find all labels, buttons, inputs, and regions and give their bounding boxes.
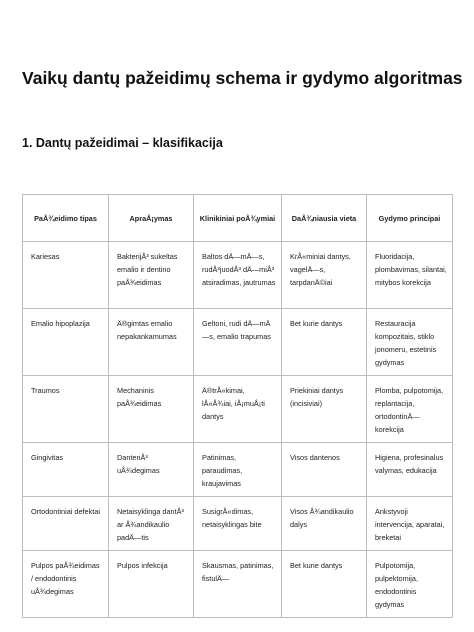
cell-damage-type: Pulpos paÅ¾eidimas / endodontinis uÅ¾degimas <box>23 551 109 618</box>
cell-treatment-principles: Ankstyvoji intervencija, aparatai, breketai <box>367 497 453 551</box>
cell-clinical-signs: Ä®trÅ«kimai, lÅ«Å¾iai, iÅ¡muÅ¡ti dantys <box>194 376 282 443</box>
cell-damage-type: Traumos <box>23 376 109 443</box>
cell-common-location: Visos dantenos <box>282 443 367 497</box>
classification-table <box>22 194 453 618</box>
cell-description: DantenÅ³ uÅ¾degimas <box>109 443 194 497</box>
cell-clinical-signs: SusigrÅ«dimas, netaisyklingas bite <box>194 497 282 551</box>
cell-description: Pulpos infekcija <box>109 551 194 618</box>
cell-common-location: KrÅ«miniai dantys, vagelÄ—s, tarpdanÄ©iai <box>282 242 367 309</box>
cell-damage-type: Kariesas <box>23 242 109 309</box>
cell-description: Ä®gimtas emalio nepakankamumas <box>109 309 194 376</box>
cell-damage-type: Ortodontiniai defektai <box>23 497 109 551</box>
cell-common-location: Bet kurie dantys <box>282 551 367 618</box>
cell-description: Netaisyklinga dantÅ³ ar Å¾andikaulio padÄ—tis <box>109 497 194 551</box>
cell-clinical-signs: Geltoni, rudi dÄ—mÄ—s, emalio trapumas <box>194 309 282 376</box>
cell-common-location: Bet kurie dantys <box>282 309 367 376</box>
table-row <box>23 443 453 497</box>
cell-treatment-principles: Higiena, profesinalus valymas, edukacija <box>367 443 453 497</box>
cell-treatment-principles: Plomba, pulpotomija, replantacija, ortodontinÄ— korekcija <box>367 376 453 443</box>
cell-clinical-signs: Baltos dÄ—mÄ—s, rudÅ³juodÅ³ dÄ—miÅ³ atsiradimas, jautrumas <box>194 242 282 309</box>
table-row <box>23 309 453 376</box>
cell-common-location: Priekiniai dantys (incisiviai) <box>282 376 367 443</box>
column-header-damage-type: PaÅ¾eidimo tipas <box>23 195 109 242</box>
table-row <box>23 497 453 551</box>
page-title: Vaikų dantų pažeidimų schema ir gydymo algoritmas <box>22 68 463 88</box>
table-row <box>23 242 453 309</box>
cell-description: Mechaninis paÅ¾eidimas <box>109 376 194 443</box>
cell-treatment-principles: Restauracija kompozitais, stiklo jonomeru, estetinis gydymas <box>367 309 453 376</box>
column-header-description: ApraÅ¡ymas <box>109 195 194 242</box>
table-row <box>23 551 453 618</box>
cell-clinical-signs: Patinimas, paraudimas, kraujavimas <box>194 443 282 497</box>
cell-damage-type: Emalio hipoplazija <box>23 309 109 376</box>
column-header-clinical-signs: Klinikiniai poÅ¾ymiai <box>194 195 282 242</box>
cell-treatment-principles: Fluoridacija, plombavimas, silantai, mitybos korekcija <box>367 242 453 309</box>
column-header-common-location: DaÅ¾niausia vieta <box>282 195 367 242</box>
table-header-row <box>23 195 453 242</box>
section-heading: 1. Dantų pažeidimai – klasifikacija <box>22 136 223 150</box>
table-row <box>23 376 453 443</box>
cell-common-location: Visos Å¾andikaulio dalys <box>282 497 367 551</box>
cell-description: BakterijÅ³ sukeltas emalio ir dentino paÅ¾eidimas <box>109 242 194 309</box>
cell-clinical-signs: Skausmas, patinimas, fistulÄ— <box>194 551 282 618</box>
cell-damage-type: Gingivitas <box>23 443 109 497</box>
cell-treatment-principles: Pulpotomija, pulpektomija, endodontinis gydymas <box>367 551 453 618</box>
column-header-treatment-principles: Gydymo principai <box>367 195 453 242</box>
